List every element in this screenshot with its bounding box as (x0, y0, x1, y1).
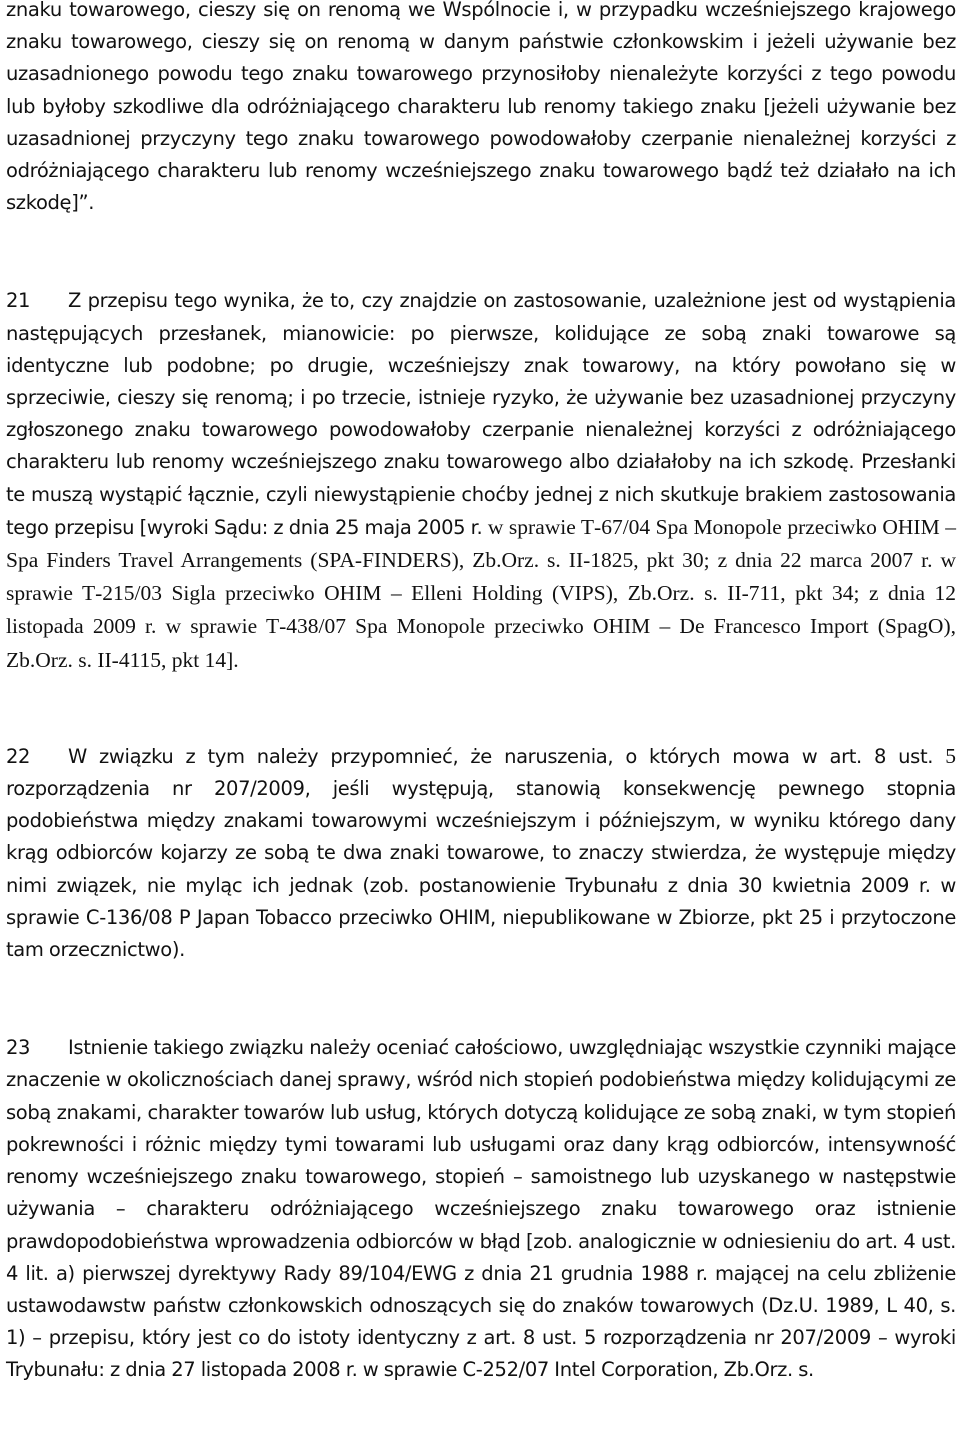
paragraph-text: Istnienie takiego związku należy oceniać całościowo, uwzględniając wszystkie czynniki mające znaczenie w okolicznościach danej sprawy, wśród nich stopień podobieństwa między kolidującymi ze sobą znakami, charakter towarów lub usług, których dotyczą kolidujące ze sobą znaki, w tym stopień pokrewności i różnic między tymi towarami lub usługami oraz dany krąg odbiorców, intensywność renomy wcześniejszego znaku towarowego, stopień – samoistnego lub uzyskanego w następstwie używania – charakteru odróżniającego wcześniejszego znaku towarowego oraz istnienie prawdopodobieństwa wprowadzenia odbiorców w błąd [zob. analogicznie w odniesieniu do art. 4 ust. 4 lit. a) pierwszej dyrektywy Rady 89/104/EWG z dnia 21 grudnia 1988 r. mającej na celu zbliżenie ustawodawstw państw członkowskich odnoszących się do znaków towarowych (Dz.U. 1989, L 40, s. 1) – przepisu, który jest co do istoty identyczny z art. 8 ust. 5 rozporządzenia nr 207/2009 – wyroki Trybunału: z dnia 27 listopada 2008 r. w sprawie C‑252/07 Intel Corporation, Zb.Orz. s. (6, 1036, 956, 1382)
paragraph-number: 22 (6, 744, 31, 768)
paragraph-number: 21 (6, 289, 31, 313)
paragraph-text: Z przepisu tego wynika, że to, czy znajdzie on zastosowanie, uzależnione jest od wystąpienia następujących przesłanek, mianowicie: po pierwsze, kolidujące ze sobą znaki towarowe są identyczne lub podobne; po drugie, wcześniejszy znak towarowy, na który powołano się w sprzeciwie, cieszy się renomą; i po trzecie, istnieje ryzyko, że używanie bez uzasadnionej przyczyny zgłoszonego znaku towarowego powodowałoby czerpanie nienależnej korzyści z odróżniającego charakteru lub renomy wcześniejszego znaku towarowego albo działałoby na ich szkodę. Przesłanki te muszą wystąpić łącznie, czyli niewystąpienie choćby jednej z nich skutkuje brakiem zastosowania tego przepisu [wyroki Sądu: z dnia 25 maja 2005 r. (6, 289, 956, 539)
paragraph-text: rozporządzenia nr 207/2009, jeśli występują, stanowią konsekwencję pewnego stopnia podobieństwa między znakami towarowymi wcześniejszym i późniejszym, w wyniku którego dany krąg odbiorców kojarzy ze sobą te dwa znaki towarowe, to znaczy stwierdza, że występuje między nimi związek, nie myląc ich jednak (zob. postanowienie Trybunału z dnia 30 kwietnia 2009 r. w sprawie C‑136/08 P Japan Tobacco przeciwko OHIM, niepublikowane w Zbiorze, pkt 25 i przytoczone tam orzecznictwo). (6, 777, 956, 962)
paragraph-text-serif: 5 (945, 743, 956, 768)
paragraph-23 (6, 1032, 956, 1386)
paragraph-text: znaku towarowego, cieszy się on renomą we Wspólnocie i, w przypadku wcześniejszego krajowego znaku towarowego, cieszy się on renomą w danym państwie członkowskim i jeżeli używanie bez uzasadnionego powodu tego znaku towarowego przynosiłoby nienależyte korzyści z tego powodu lub byłoby szkodliwe dla odróżniającego charakteru lub renomy takiego znaku [jeżeli używanie bez uzasadnionej przyczyny tego znaku towarowego powodowałoby czerpanie nienależnej korzyści z odróżniającego charakteru lub renomy wcześniejszego znaku towarowego bądź też działało na ich szkodę]”. (6, 0, 956, 215)
paragraph-continuation (6, 0, 956, 219)
paragraph-number: 23 (6, 1036, 31, 1060)
paragraph-21 (6, 285, 956, 676)
document-page (6, 0, 956, 1387)
paragraph-22 (6, 740, 956, 966)
paragraph-text: W związku z tym należy przypomnieć, że naruszenia, o których mowa w art. 8 ust. (68, 744, 946, 768)
paragraph-text-citation: w sprawie T‑67/04 Spa Monopole przeciwko OHIM – Spa Finders Travel Arrangements (SPA-FINDERS), Zb.Orz. s. II‑1825, pkt 30; z dnia 22 marca 2007 r. w sprawie T‑215/03 Sigla przeciwko OHIM – Elleni Holding (VIPS), Zb.Orz. s. II‑711, pkt 34; z dnia 12 listopada 2009 r. w sprawie T‑438/07 Spa Monopole przeciwko OHIM – De Francesco Import (SpagO), Zb.Orz. s. II‑4115, pkt 14]. (6, 514, 956, 672)
